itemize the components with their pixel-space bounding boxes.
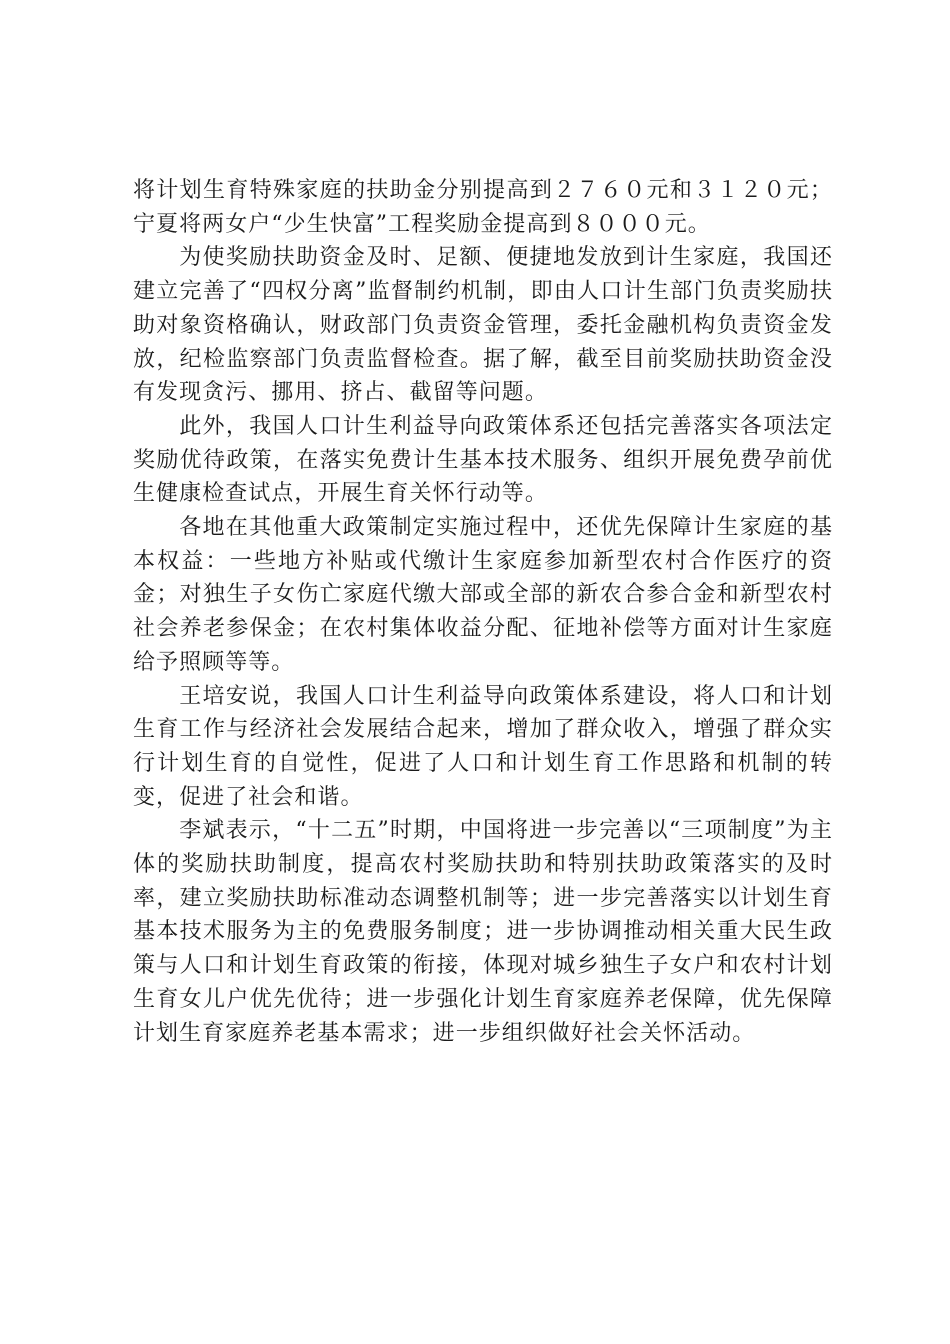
paragraph-policy-system: 此外，我国人口计生利益导向政策体系还包括完善落实各项法定奖励优待政策，在落实免费计生基本技术服务、组织开展免费孕前优生健康检查试点，开展生育关怀行动等。 — [133, 413, 833, 507]
paragraph-local-rights: 各地在其他重大政策制定实施过程中，还优先保障计生家庭的基本权益：一些地方补贴或代缴计生家庭参加新型农村合作医疗的资金；对独生子女伤亡家庭代缴大部或全部的新农合参合金和新型农村社会养老参保金；在农村集体收益分配、征地补偿等方面对计生家庭给予照顾等等。 — [133, 515, 833, 675]
paragraph-li-bin: 李斌表示，“十二五”时期，中国将进一步完善以“三项制度”为主体的奖励扶助制度，提高农村奖励扶助和特别扶助政策落实的及时率，建立奖励扶助标准动态调整机制等；进一步完善落实以计划生育基本技术服务为主的免费服务制度；进一步协调推动相关重大民生政策与人口和计划生育政策的衔接，体现对城乡独生子女户和农村计划生育女儿户优先优待；进一步强化计划生育家庭养老保障，优先保障计划生育家庭养老基本需求；进一步组织做好社会关怀活动。 — [133, 818, 833, 1046]
paragraph-wang-peian: 王培安说，我国人口计生利益导向政策体系建设，将人口和计划生育工作与经济社会发展结合起来，增加了群众收入，增强了群众实行计划生育的自觉性，促进了人口和计划生育工作思路和机制的转变，促进了社会和谐。 — [133, 683, 833, 810]
paragraph-fund-supervision: 为使奖励扶助资金及时、足额、便捷地发放到计生家庭，我国还建立完善了“四权分离”监督制约机制，即由人口计生部门负责奖励扶助对象资格确认，财政部门负责资金管理，委托金融机构负责资金发放，纪检监察部门负责监督检查。据了解，截至目前奖励扶助资金没有发现贪污、挪用、挤占、截留等问题。 — [133, 245, 833, 406]
paragraph-continuation: 将计划生育特殊家庭的扶助金分别提高到２７６０元和３１２０元；宁夏将两女户“少生快富”工程奖励金提高到８０００元。 — [133, 178, 833, 237]
document-body — [133, 174, 833, 1050]
